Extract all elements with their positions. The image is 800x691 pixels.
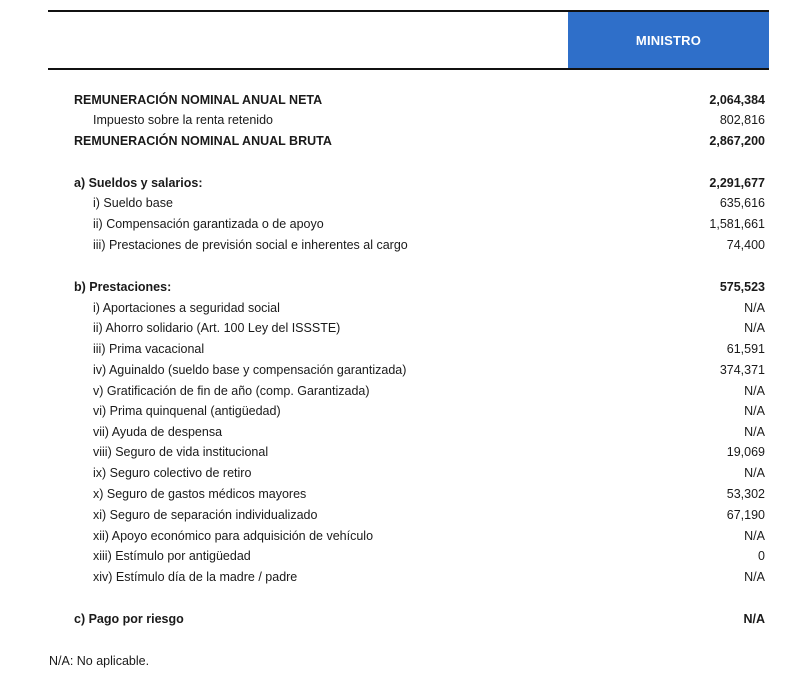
row-label: x) Seguro de gastos médicos mayores	[93, 487, 307, 501]
table-row	[0, 425, 800, 445]
row-value: 2,291,677	[709, 176, 765, 190]
row-label: v) Gratificación de fin de año (comp. Garantizada)	[93, 384, 370, 398]
row-value: 74,400	[726, 238, 765, 252]
row-value: N/A	[744, 384, 765, 398]
row-value: 0	[758, 549, 765, 563]
row-value: 374,371	[719, 363, 765, 377]
row-value: 575,523	[719, 280, 765, 294]
row-label: viii) Seguro de vida institucional	[93, 445, 269, 459]
table-row	[0, 612, 800, 632]
row-value: 635,616	[719, 196, 765, 210]
row-value: N/A	[744, 529, 765, 543]
table-row	[0, 93, 800, 113]
row-value: 61,591	[726, 342, 765, 356]
table-row	[0, 363, 800, 383]
row-label: ii) Ahorro solidario (Art. 100 Ley del ISSSTE)	[93, 321, 341, 335]
row-label: b) Prestaciones:	[74, 280, 172, 294]
row-label: ix) Seguro colectivo de retiro	[93, 466, 252, 480]
column-header-ministro: MINISTRO	[568, 12, 769, 68]
table-row	[0, 176, 800, 196]
row-value: N/A	[744, 321, 765, 335]
table-row	[0, 445, 800, 465]
table-row	[0, 301, 800, 321]
row-label: iii) Prima vacacional	[93, 342, 205, 356]
row-value: 1,581,661	[709, 217, 765, 231]
table-row	[0, 134, 800, 154]
row-value: N/A	[744, 570, 765, 584]
table-row	[0, 529, 800, 549]
footnote: N/A: No aplicable.	[49, 654, 150, 668]
row-value: 2,064,384	[709, 93, 765, 107]
table-row	[0, 238, 800, 258]
row-label: xii) Apoyo económico para adquisición de vehículo	[93, 529, 374, 543]
header-rule	[48, 68, 769, 70]
row-value: 802,816	[719, 113, 765, 127]
table-row	[0, 113, 800, 133]
row-label: i) Sueldo base	[93, 196, 173, 210]
row-value: N/A	[744, 301, 765, 315]
table-row	[0, 549, 800, 569]
row-value: N/A	[744, 404, 765, 418]
table-row	[0, 487, 800, 507]
row-label: Impuesto sobre la renta retenido	[93, 113, 273, 127]
table-row	[0, 570, 800, 590]
row-value: N/A	[744, 425, 765, 439]
row-label: xi) Seguro de separación individualizado	[93, 508, 318, 522]
row-label: iii) Prestaciones de previsión social e inherentes al cargo	[93, 238, 408, 252]
row-label: xiii) Estímulo por antigüedad	[93, 549, 251, 563]
row-label: vii) Ayuda de despensa	[93, 425, 223, 439]
table-row	[0, 280, 800, 300]
table-row	[0, 196, 800, 216]
table-row	[0, 508, 800, 528]
row-label: iv) Aguinaldo (sueldo base y compensación garantizada)	[93, 363, 407, 377]
table-row	[0, 384, 800, 404]
row-label: ii) Compensación garantizada o de apoyo	[93, 217, 324, 231]
row-label: a) Sueldos y salarios:	[74, 176, 203, 190]
table-row	[0, 217, 800, 237]
row-label: c) Pago por riesgo	[74, 612, 184, 626]
row-label: REMUNERACIÓN NOMINAL ANUAL NETA	[74, 93, 323, 107]
table-row	[0, 404, 800, 424]
table-row	[0, 321, 800, 341]
row-value: N/A	[743, 612, 765, 626]
row-value: 19,069	[726, 445, 765, 459]
row-value: 53,302	[726, 487, 765, 501]
table-row	[0, 466, 800, 486]
row-label: vi) Prima quinquenal (antigüedad)	[93, 404, 281, 418]
table-row	[0, 342, 800, 362]
row-label: REMUNERACIÓN NOMINAL ANUAL BRUTA	[74, 134, 332, 148]
row-value: 2,867,200	[709, 134, 765, 148]
row-value: 67,190	[726, 508, 765, 522]
row-label: i) Aportaciones a seguridad social	[93, 301, 280, 315]
row-label: xiv) Estímulo día de la madre / padre	[93, 570, 298, 584]
row-value: N/A	[744, 466, 765, 480]
